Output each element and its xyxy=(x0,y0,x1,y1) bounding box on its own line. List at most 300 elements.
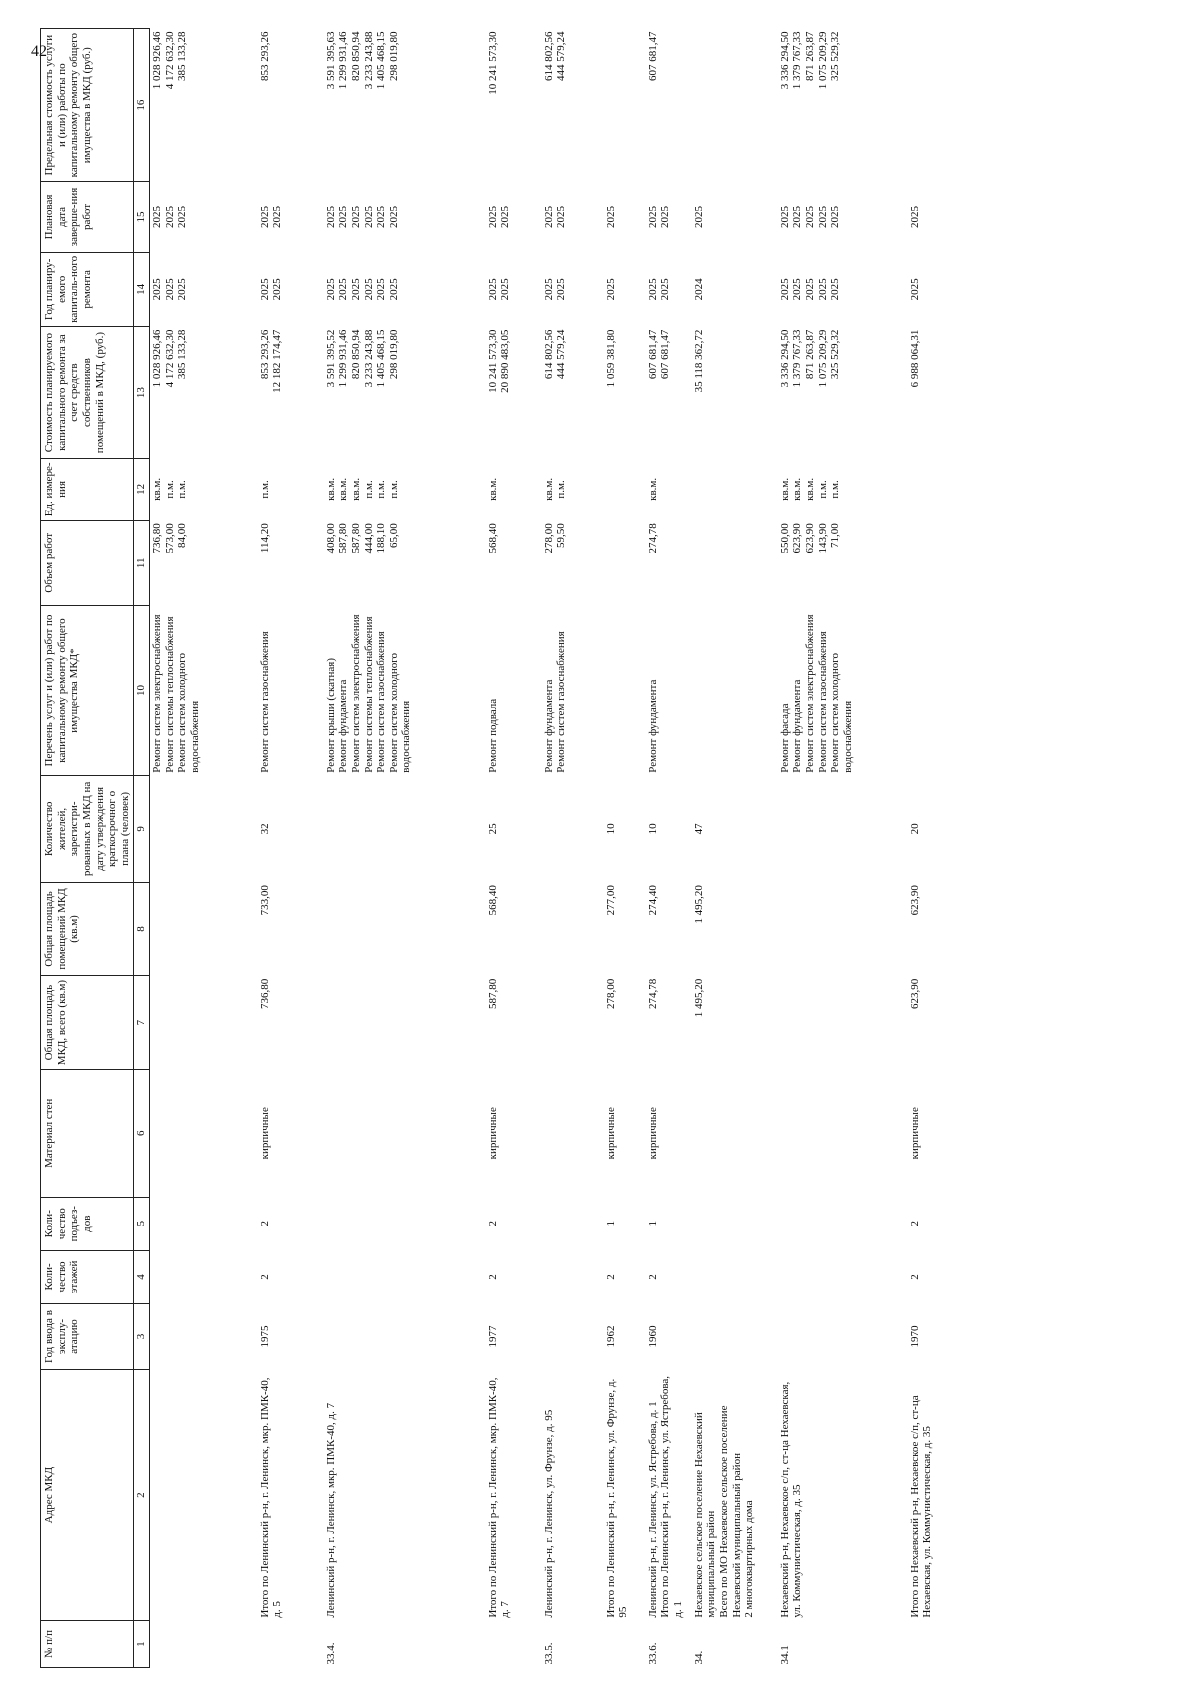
table-row xyxy=(646,29,692,1668)
cell-line: 2025 xyxy=(349,278,362,301)
column-header: Коли-чество этажей xyxy=(41,1250,134,1303)
premises-area xyxy=(324,882,486,976)
total-area: 274,78 xyxy=(646,978,659,1010)
premises-area xyxy=(542,882,604,976)
premises-area: 623,90 xyxy=(908,885,921,916)
cell-line: 35 118 362,72 xyxy=(692,329,705,393)
planned-year xyxy=(604,252,646,327)
column-number: 1 xyxy=(134,1621,150,1668)
premises-area: 1 495,20 xyxy=(692,885,705,924)
cell-line xyxy=(909,32,922,179)
column-header: Плановая дата заверше-ния работ xyxy=(41,182,134,252)
table-row xyxy=(908,29,948,1668)
entrances xyxy=(692,1197,778,1250)
cell-line: 1 405 468,15 xyxy=(375,31,388,90)
residents xyxy=(150,776,258,882)
cell-line: кв.м. xyxy=(542,477,555,501)
unit xyxy=(150,459,258,521)
cell-line: 2025 xyxy=(499,278,512,301)
wall-material xyxy=(692,1069,778,1197)
address-cell xyxy=(604,1370,646,1621)
column-number: 12 xyxy=(134,459,150,521)
residents: 47 xyxy=(692,823,705,835)
repair-cost xyxy=(646,327,692,459)
unit xyxy=(258,459,324,521)
wall-material xyxy=(324,1069,486,1197)
column-header: Год планиру-емого капиталь-ного ремонта xyxy=(41,252,134,327)
address-cell xyxy=(486,1370,542,1621)
page-number: 42 xyxy=(31,43,47,60)
row-number xyxy=(908,1621,948,1668)
cell-line: Ремонт фасада xyxy=(778,703,791,773)
cell-line: 2025 xyxy=(324,278,337,301)
cell-line: 2025 xyxy=(375,205,388,228)
cell-line: 2025 xyxy=(499,205,512,228)
cell-line: 2025 xyxy=(387,205,400,228)
floors: 2 xyxy=(258,1274,271,1280)
wall-material: кирпичные xyxy=(604,1107,617,1160)
cell-line: 2025 xyxy=(829,205,842,228)
cell-line: п.м. xyxy=(176,480,189,499)
entrances xyxy=(324,1197,486,1250)
row-number: 33.4. xyxy=(324,1642,337,1665)
cell-line: 2025 xyxy=(803,205,816,228)
cell-line xyxy=(605,608,618,772)
cell-line: кв.м. xyxy=(778,477,791,501)
cell-line: 12 182 174,47 xyxy=(271,329,284,393)
cell-line: 10 241 573,30 xyxy=(486,31,499,95)
cell-line: 2025 xyxy=(555,278,568,301)
unit xyxy=(542,459,604,521)
cell-line xyxy=(693,462,706,518)
cell-line: 1 405 468,15 xyxy=(375,329,388,388)
cell-line: 408,00 xyxy=(324,523,337,554)
repair-cost xyxy=(486,327,542,459)
column-header: Перечень услуг и (или) работ по капитальному ремонту общего имущества МКД* xyxy=(41,605,134,775)
cell-line xyxy=(909,608,922,772)
work-volume xyxy=(542,520,604,605)
cell-line: кв.м. xyxy=(349,477,362,501)
cell-line: Ремонт систем газоснабжения xyxy=(555,631,568,773)
cell-line: 385 133,28 xyxy=(176,329,189,380)
cell-line: 2025 xyxy=(778,205,791,228)
cell-line: Ремонт фундамента xyxy=(542,679,555,773)
cell-line: Ленинский р-н, г. Ленинск, ул. Фрунзе, д. 95 xyxy=(542,1409,555,1618)
cell-line: 2025 xyxy=(387,278,400,301)
cell-line: 2025 xyxy=(778,278,791,301)
column-header: Общая площадь помещений МКД (кв.м) xyxy=(41,882,134,976)
total-area: 1 495,20 xyxy=(692,978,705,1018)
unit xyxy=(692,459,778,521)
cell-line: 3 591 395,52 xyxy=(324,329,337,388)
table-body xyxy=(150,29,948,1668)
row-number: 33.6. xyxy=(646,1642,659,1665)
cell-line: 114,20 xyxy=(258,523,271,554)
cell-line: 6 988 064,31 xyxy=(908,329,921,388)
floors xyxy=(324,1250,486,1303)
cell-line: кв.м. xyxy=(337,477,350,501)
works-list xyxy=(778,605,908,775)
column-number: 10 xyxy=(134,605,150,775)
cell-line xyxy=(693,32,706,179)
cell-line xyxy=(693,523,706,602)
cell-line: Ремонт подвала xyxy=(486,698,499,773)
completion-date xyxy=(258,182,324,252)
cell-line: Ремонт систем электроснабжения xyxy=(349,614,362,773)
limit-cost xyxy=(542,29,604,182)
cell-line: 1 059 381,80 xyxy=(604,329,617,388)
floors: 2 xyxy=(646,1274,659,1280)
row-number: 34.1 xyxy=(778,1645,791,1665)
capital-repair-table xyxy=(40,28,948,1668)
cell-line: 3 233 243,88 xyxy=(362,329,375,388)
planned-year xyxy=(486,252,542,327)
year-built: 1975 xyxy=(258,1325,271,1348)
column-header: Общая площадь МКД, всего (кв.м) xyxy=(41,976,134,1070)
cell-line: 2025 xyxy=(908,278,921,301)
cell-line xyxy=(605,523,618,602)
cell-line: 274,78 xyxy=(646,523,659,554)
total-area: 587,80 xyxy=(486,978,499,1010)
entrances xyxy=(150,1197,258,1250)
cell-line xyxy=(271,32,284,179)
entrances: 1 xyxy=(604,1220,617,1227)
cell-line: 65,00 xyxy=(387,523,400,549)
entrances: 2 xyxy=(486,1220,499,1227)
unit xyxy=(908,459,948,521)
cell-line: 573,00 xyxy=(163,523,176,554)
table-row xyxy=(150,29,258,1668)
table-row xyxy=(258,29,324,1668)
works-list xyxy=(692,605,778,775)
completion-date xyxy=(324,182,486,252)
cell-line: 853 293,26 xyxy=(258,31,271,81)
cell-line: 2025 xyxy=(542,205,555,228)
cell-line: 2025 xyxy=(337,278,350,301)
residents: 20 xyxy=(908,823,921,835)
residents: 10 xyxy=(646,823,659,835)
work-volume xyxy=(258,520,324,605)
residents xyxy=(324,776,486,882)
limit-cost xyxy=(324,29,486,182)
cell-line: 188,10 xyxy=(375,523,388,554)
wall-material xyxy=(542,1069,604,1197)
cell-line: 2025 xyxy=(163,205,176,228)
cell-line xyxy=(693,608,706,772)
cell-line: 2025 xyxy=(692,205,705,228)
year-built xyxy=(542,1304,604,1370)
rotated-page xyxy=(31,28,1190,1668)
limit-cost xyxy=(486,29,542,182)
planned-year xyxy=(908,252,948,327)
cell-line: 143,90 xyxy=(816,523,829,554)
total-area xyxy=(324,976,486,1070)
limit-cost xyxy=(258,29,324,182)
wall-material: кирпичные xyxy=(908,1107,921,1160)
premises-area: 733,00 xyxy=(258,885,271,916)
cell-line: кв.м. xyxy=(324,477,337,501)
cell-line: 2025 xyxy=(176,205,189,228)
cell-line: 1 075 209,29 xyxy=(816,31,829,90)
premises-area: 568,40 xyxy=(486,885,499,916)
total-area: 623,90 xyxy=(908,978,921,1010)
cell-line: 444 579,24 xyxy=(555,31,568,81)
table-row xyxy=(692,29,778,1668)
repair-cost xyxy=(604,327,646,459)
work-volume xyxy=(604,520,646,605)
works-list xyxy=(604,605,646,775)
wall-material: кирпичные xyxy=(258,1107,271,1160)
cell-line: 2025 xyxy=(271,278,284,301)
cell-line: 2025 xyxy=(646,205,659,228)
completion-date xyxy=(692,182,778,252)
cell-line: п.м. xyxy=(258,480,271,499)
cell-line: Итого по Ленинский р-н, г. Ленинск, мкр. ПМК-40, д. 5 xyxy=(258,1377,284,1618)
limit-cost xyxy=(778,29,908,182)
repair-cost xyxy=(542,327,604,459)
work-volume xyxy=(486,520,542,605)
cell-line: 2025 xyxy=(659,278,672,301)
cell-line: 2025 xyxy=(271,205,284,228)
completion-date xyxy=(486,182,542,252)
premises-area: 274,40 xyxy=(646,885,659,916)
cell-line xyxy=(909,462,922,518)
column-number: 9 xyxy=(134,776,150,882)
year-built: 1977 xyxy=(486,1325,499,1348)
unit xyxy=(486,459,542,521)
cell-line: Ремонт систем газоснабжения xyxy=(375,631,388,773)
cell-line: 2025 xyxy=(486,205,499,228)
header-row xyxy=(41,29,134,1668)
works-list xyxy=(258,605,324,775)
cell-line: 20 890 483,05 xyxy=(499,329,512,393)
cell-line: 2025 xyxy=(151,278,164,301)
limit-cost xyxy=(150,29,258,182)
cell-line: Ремонт систем газоснабжения xyxy=(258,631,271,773)
cell-line: 623,90 xyxy=(803,523,816,554)
cell-line: 2025 xyxy=(908,205,921,228)
cell-line: Ремонт систем холодного водоснабжения xyxy=(176,653,202,773)
cell-line: п.м. xyxy=(387,480,400,499)
cell-line: 587,80 xyxy=(349,523,362,554)
limit-cost xyxy=(908,29,948,182)
year-built: 1970 xyxy=(908,1325,921,1348)
cell-line: 1 299 931,46 xyxy=(337,329,350,388)
floors xyxy=(778,1250,908,1303)
cell-line: 10 241 573,30 xyxy=(486,329,499,393)
floors xyxy=(692,1250,778,1303)
row-number xyxy=(486,1621,542,1668)
cell-line: 2025 xyxy=(803,278,816,301)
cell-line: 2025 xyxy=(176,278,189,301)
cell-line: Нехаевское сельское поселение Нехаевский муниципальный район xyxy=(692,1412,718,1618)
cell-line: 3 233 243,88 xyxy=(362,31,375,90)
column-header: Коли-чество подъез-дов xyxy=(41,1197,134,1250)
cell-line: п.м. xyxy=(362,480,375,499)
completion-date xyxy=(150,182,258,252)
planned-year xyxy=(778,252,908,327)
column-number: 8 xyxy=(134,882,150,976)
cell-line: 278,00 xyxy=(542,523,555,554)
column-number: 16 xyxy=(134,29,150,182)
cell-line: п.м. xyxy=(829,480,842,499)
residents xyxy=(542,776,604,882)
cell-line: Всего по МО Нехаевское сельское поселение Нехаевский муниципальный район xyxy=(717,1405,743,1618)
work-volume xyxy=(324,520,486,605)
cell-line: 2025 xyxy=(646,278,659,301)
work-volume xyxy=(646,520,692,605)
entrances: 2 xyxy=(258,1220,271,1227)
cell-line: Ремонт систем холодного водоснабжения xyxy=(387,653,413,773)
repair-cost xyxy=(778,327,908,459)
cell-line: п.м. xyxy=(163,480,176,499)
cell-line: 2025 xyxy=(791,205,804,228)
cell-line: Итого по Нехаевский р-н, Нехаевское с/п, ст-ца Нехаевская, ул. Коммунистическая, д. 35 xyxy=(908,1395,934,1618)
row-number xyxy=(604,1621,646,1668)
planned-year xyxy=(258,252,324,327)
works-list xyxy=(324,605,486,775)
works-list xyxy=(908,605,948,775)
column-header: Материал стен xyxy=(41,1069,134,1197)
column-header: Адрес МКД xyxy=(41,1370,134,1621)
wall-material xyxy=(150,1069,258,1197)
column-number: 3 xyxy=(134,1304,150,1370)
cell-line: 4 172 632,30 xyxy=(163,329,176,388)
cell-line: 568,40 xyxy=(486,523,499,554)
cell-line: 2025 xyxy=(659,205,672,228)
total-area xyxy=(542,976,604,1070)
completion-date xyxy=(908,182,948,252)
column-header: Объем работ xyxy=(41,520,134,605)
entrances: 1 xyxy=(646,1220,659,1227)
cell-line: п.м. xyxy=(816,480,829,499)
column-number: 14 xyxy=(134,252,150,327)
unit xyxy=(646,459,692,521)
column-header: Предельная стоимость услуги и (или) работы по капитальному ремонту общего имущества в МКД (руб.) xyxy=(41,29,134,182)
residents: 32 xyxy=(258,823,271,835)
cell-line: 2025 xyxy=(375,278,388,301)
column-number: 11 xyxy=(134,520,150,605)
column-number: 2 xyxy=(134,1370,150,1621)
address-cell xyxy=(908,1370,948,1621)
floors: 2 xyxy=(604,1274,617,1280)
cell-line: 4 172 632,30 xyxy=(163,31,176,90)
planned-year xyxy=(150,252,258,327)
cell-line: 2025 xyxy=(486,278,499,301)
cell-line: 614 802,56 xyxy=(542,31,555,81)
column-header: Количество жителей, зарегистри-рованных в МКД на дату утверждения краткосрочног о плана (человек) xyxy=(41,776,134,882)
cell-line: 871 263,87 xyxy=(803,329,816,380)
cell-line: 2025 xyxy=(542,278,555,301)
cell-line: 2 многоквартирных дома xyxy=(743,1500,756,1618)
cell-line: Нехаевский р-н, Нехаевское с/п, ст-ца Нехаевская, ул. Коммунистическая, д. 35 xyxy=(778,1381,804,1618)
table-row xyxy=(778,29,908,1668)
entrances: 2 xyxy=(908,1220,921,1227)
cell-line: Ремонт систем электроснабжения xyxy=(151,614,164,773)
address-cell xyxy=(324,1370,486,1621)
works-list xyxy=(150,605,258,775)
table-row xyxy=(486,29,542,1668)
premises-area: 277,00 xyxy=(604,885,617,916)
cell-line: 385 133,28 xyxy=(176,31,189,81)
completion-date xyxy=(778,182,908,252)
wall-material: кирпичные xyxy=(486,1107,499,1160)
floors xyxy=(542,1250,604,1303)
cell-line: 2025 xyxy=(163,278,176,301)
column-number: 15 xyxy=(134,182,150,252)
cell-line: 2025 xyxy=(324,205,337,228)
cell-line: 2024 xyxy=(692,278,705,301)
cell-line: 298 019,80 xyxy=(387,31,400,81)
cell-line: Ремонт систем холодного водоснабжения xyxy=(829,653,854,773)
column-header: Стоимость планируемого капитального ремонта за счет средств собственников помещений в МКД, (руб.) xyxy=(41,327,134,459)
cell-line xyxy=(499,32,512,179)
column-header: № п/п xyxy=(41,1621,134,1668)
cell-line: 2025 xyxy=(362,205,375,228)
cell-line: 2025 xyxy=(258,278,271,301)
address-cell xyxy=(150,1370,258,1621)
year-built xyxy=(324,1304,486,1370)
table-row xyxy=(324,29,486,1668)
cell-line: 607 681,47 xyxy=(646,329,659,380)
cell-line: 820 850,94 xyxy=(349,31,362,81)
cell-line: Ремонт систем газоснабжения xyxy=(816,631,829,773)
cell-line: 2025 xyxy=(604,278,617,301)
year-built: 1962 xyxy=(604,1325,617,1348)
cell-line: Ремонт фундамента xyxy=(791,679,804,773)
cell-line: кв.м. xyxy=(486,477,499,501)
cell-line: Ремонт системы теплоснабжения xyxy=(163,616,176,773)
works-list xyxy=(486,605,542,775)
cell-line: Итого по Ленинский р-н, г. Ленинск, ул. Ястребова, д. 1 xyxy=(659,1375,684,1618)
cell-line xyxy=(659,32,672,179)
cell-line: Итого по Ленинский р-н, г. Ленинск, мкр. ПМК-40, д. 7 xyxy=(486,1377,512,1618)
planned-year xyxy=(692,252,778,327)
column-header: Год ввода в эксплу-атацию xyxy=(41,1304,134,1370)
cell-line: 3 336 294,50 xyxy=(778,31,791,90)
work-volume xyxy=(692,520,778,605)
repair-cost xyxy=(908,327,948,459)
cell-line xyxy=(605,32,618,179)
completion-date xyxy=(542,182,604,252)
wall-material: кирпичные xyxy=(646,1107,659,1160)
cell-line: Ремонт систем электроснабжения xyxy=(803,614,816,773)
total-area xyxy=(778,976,908,1070)
cell-line: кв.м. xyxy=(803,477,816,501)
cell-line: 3 591 395,63 xyxy=(324,31,337,90)
completion-date xyxy=(604,182,646,252)
premises-area xyxy=(778,882,908,976)
cell-line: 84,00 xyxy=(176,523,189,549)
cell-line: 444,00 xyxy=(362,523,375,554)
cell-line: 736,80 xyxy=(151,523,164,554)
address-cell xyxy=(542,1370,604,1621)
cell-line xyxy=(909,523,922,602)
repair-cost xyxy=(150,327,258,459)
cell-line: 550,00 xyxy=(778,523,791,554)
cell-line: 2025 xyxy=(151,205,164,228)
cell-line: 2025 xyxy=(337,205,350,228)
repair-cost xyxy=(324,327,486,459)
column-number: 5 xyxy=(134,1197,150,1250)
floors xyxy=(150,1250,258,1303)
repair-cost xyxy=(692,327,778,459)
residents xyxy=(778,776,908,882)
cell-line: 623,90 xyxy=(791,523,804,554)
address-cell xyxy=(778,1370,908,1621)
cell-line: Ремонт фундамента xyxy=(646,679,659,773)
repair-cost xyxy=(258,327,324,459)
